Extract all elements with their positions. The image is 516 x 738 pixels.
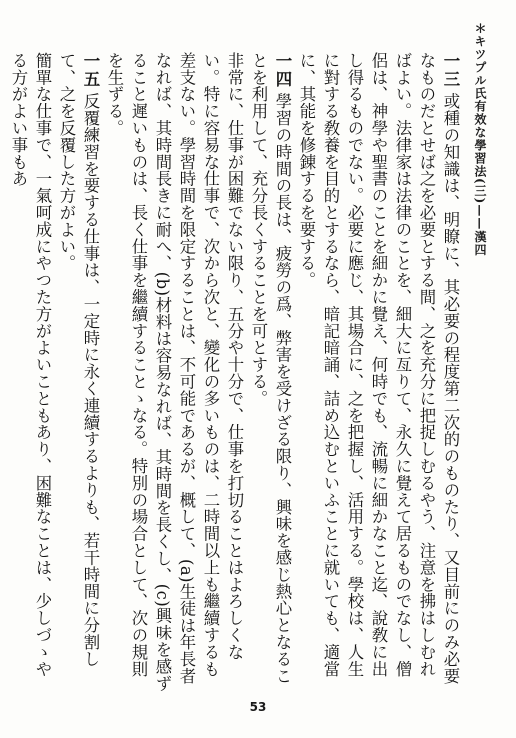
paragraph-14-continued (102, 52, 246, 692)
paragraph-text: 非常に、仕事が困難でない限り、五分や十分で、仕事を打切ることはよろしくない。特に容易な仕事で、次から次と、變化の多いものは、二時間以上も繼續するも差支ない。學習時間を限定することは、不可能であるが、概して、(a)生徒は年長者なれば、其時間長きに耐へ、(b)材料は容易なれば、其時間を長くし、(c)興味を感ずること遲いものは、長く仕事を繼續することゝなる。特別の場合として、次の規則を生ずる。 (105, 52, 244, 692)
page-body (6, 52, 462, 692)
paragraph-14 (246, 52, 294, 692)
paragraph-text: 學習の時間の長は、疲勞の爲、弊害を受けざる限り、興味を感じ熱心となることを利用して、充分長くすることを可とする。 (249, 52, 292, 685)
paragraph-number: 一五 (81, 52, 100, 89)
page-number: 53 (249, 700, 267, 714)
running-header (472, 22, 488, 256)
paragraph-13 (294, 52, 462, 692)
paragraph-15-continued (6, 52, 54, 692)
paragraph-number: 一四 (273, 52, 292, 89)
running-header-title: ＊キツプル氏有效な學習法(三)——漢四 (473, 22, 487, 257)
paragraph-text: 反覆練習を要する仕事は、一定時に永く連續するよりも、若干時間に分割して、之を反覆した方がよい。 (57, 52, 100, 668)
paragraph-text: 或種の知識は、明瞭に、其必要の程度第二次的のものたり、又目前にのみ必要なものだとせば之を必要とする間、之を充分に把捉しむるやう、注意を拂はしむればよい。法律家は法律のことを、細大に亙りて、永久に覺えて居るものでなし、僧侶は、神學や聖書のことを細かに覺え、何時でも、流暢に細かなこと迄、說敎に出し得るものでない。必要に應じ、其場合に、之を把握し、活用する。學校は、人生に對する敎養を目的とするなら、暗記暗誦、詰め込むといふことに就いても、適當に、其能を修錬するを要する。 (297, 52, 460, 685)
paragraph-15 (54, 52, 102, 692)
paragraph-number: 一三 (441, 52, 460, 89)
paragraph-text: 簡單な仕事で、一氣呵成にやつた方がよいこともあり、困難なことは、少しづゝやる方がよい事もあ (9, 52, 52, 678)
